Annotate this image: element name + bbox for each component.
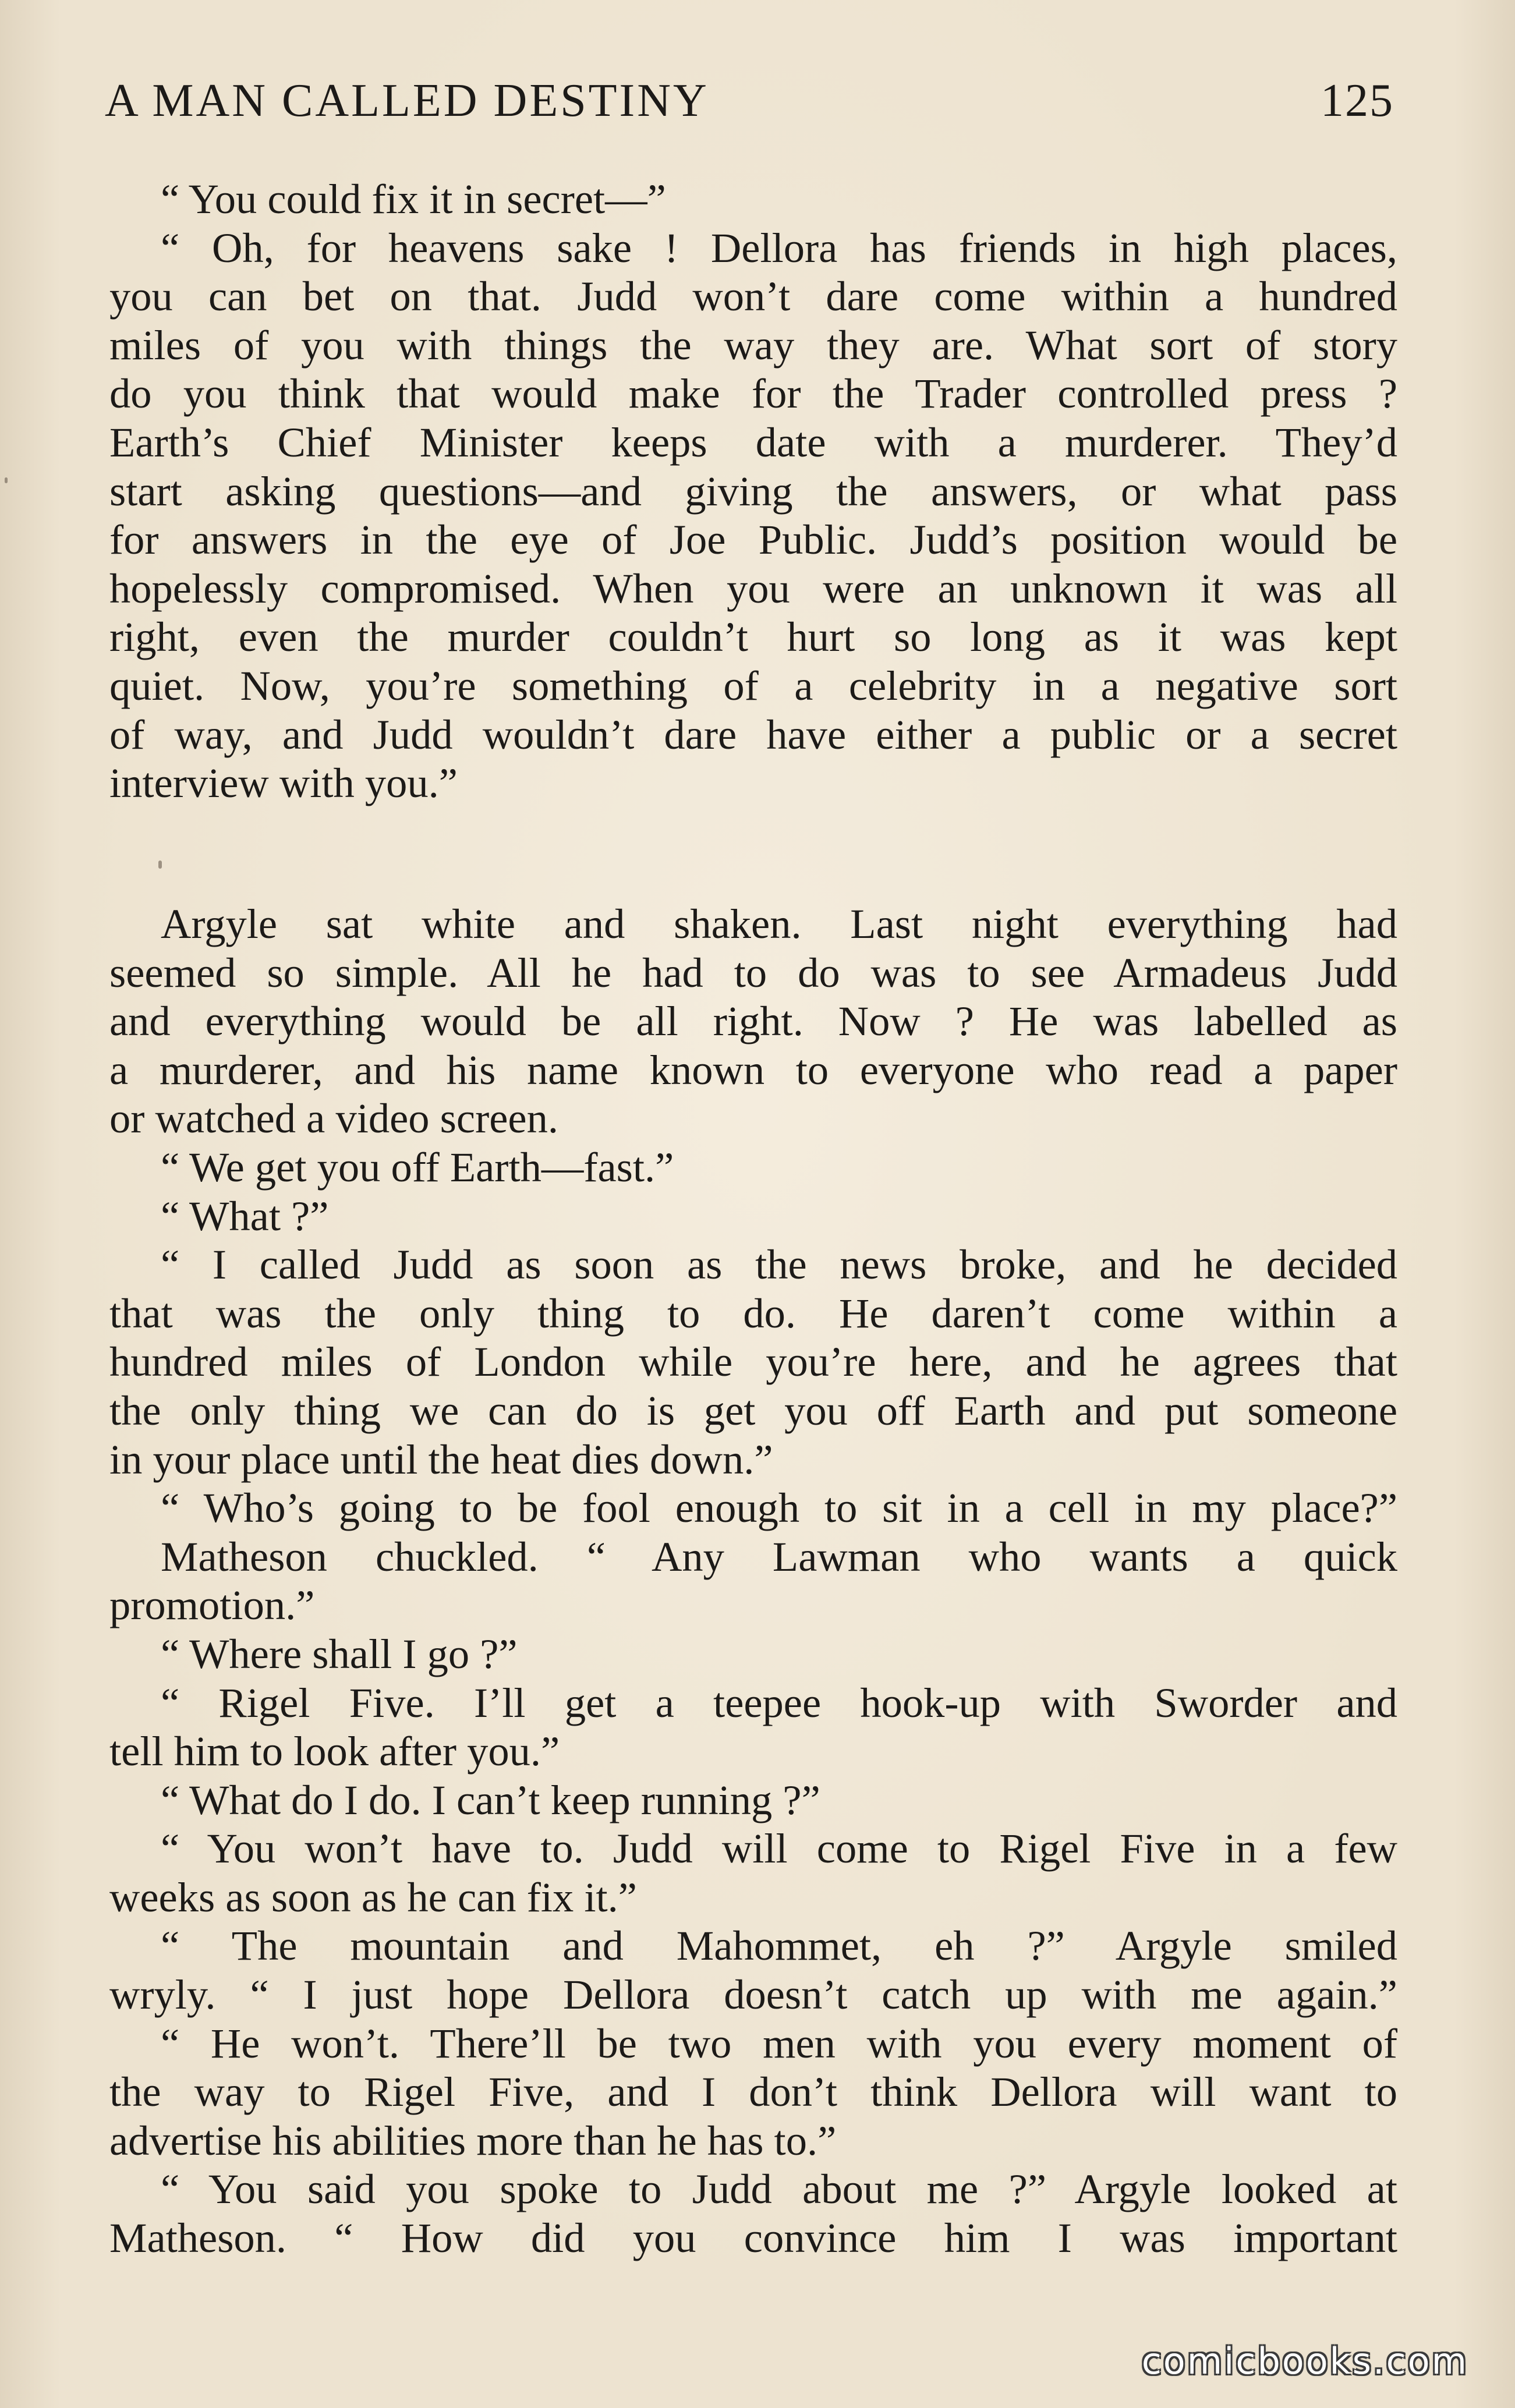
text-line: you can bet on that. Judd won’t dare come within a hundred bbox=[109, 272, 1397, 320]
text-line: “ What do I do. I can’t keep running ?” bbox=[161, 1776, 820, 1823]
text-line: for answers in the eye of Joe Public. Judd’s position would be bbox=[109, 516, 1397, 564]
text-line: hopelessly compromised. When you were an unknown it was all bbox=[109, 564, 1397, 612]
text-line: tell him to look after you.” bbox=[109, 1727, 560, 1775]
text-line: the only thing we can do is get you off Earth and put someone bbox=[109, 1386, 1397, 1434]
text-line: weeks as soon as he can fix it.” bbox=[109, 1873, 637, 1921]
running-title: A MAN CALLED DESTINY bbox=[105, 75, 709, 126]
text-line: “ You could fix it in secret—” bbox=[161, 175, 666, 222]
text-line: “ You won’t have to. Judd will come to Rigel Five in a few bbox=[161, 1825, 1397, 1872]
page-header bbox=[105, 75, 1394, 139]
text-line: Matheson. “ How did you convince him I was important bbox=[109, 2214, 1397, 2262]
text-line: “ What ?” bbox=[161, 1192, 329, 1240]
page-number: 125 bbox=[1321, 75, 1394, 126]
text-line: “ He won’t. There’ll be two men with you every moment of bbox=[161, 2019, 1397, 2067]
text-line: and everything would be all right. Now ? He was labelled as bbox=[109, 997, 1397, 1045]
text-line: start asking questions—and giving the answers, or what pass bbox=[109, 467, 1397, 515]
text-line: Matheson chuckled. “ Any Lawman who wants a quick bbox=[161, 1532, 1397, 1580]
watermark: comicbooks.com bbox=[1141, 2340, 1468, 2382]
text-line: “ We get you off Earth—fast.” bbox=[161, 1143, 674, 1191]
text-line: “ Rigel Five. I’ll get a teepee hook-up with Sworder and bbox=[161, 1678, 1397, 1726]
text-line: the way to Rigel Five, and I don’t think Dellora will want to bbox=[109, 2068, 1397, 2116]
text-line: wryly. “ I just hope Dellora doesn’t catch up with me again.” bbox=[109, 1971, 1397, 2019]
text-line: “ Who’s going to be fool enough to sit in a cell in my place?” bbox=[161, 1484, 1397, 1532]
text-line: of way, and Judd wouldn’t dare have either a public or a secret bbox=[109, 710, 1397, 758]
paper-speck bbox=[5, 477, 8, 483]
text-line: “ Where shall I go ?” bbox=[161, 1630, 518, 1677]
text-line: a murderer, and his name known to everyone who read a paper bbox=[109, 1046, 1397, 1093]
text-line: that was the only thing to do. He daren’t come within a bbox=[109, 1289, 1397, 1337]
text-line: in your place until the heat dies down.” bbox=[109, 1435, 773, 1483]
text-line: hundred miles of London while you’re here, and he agrees that bbox=[109, 1338, 1397, 1386]
text-line: interview with you.” bbox=[109, 759, 458, 807]
text-block-1 bbox=[109, 175, 1397, 808]
text-line: promotion.” bbox=[109, 1581, 315, 1629]
text-line: miles of you with things the way they are. What sort of story bbox=[109, 321, 1397, 369]
text-line: quiet. Now, you’re something of a celebrity in a negative sort bbox=[109, 661, 1397, 709]
text-line: Argyle sat white and shaken. Last night everything had bbox=[161, 900, 1397, 947]
text-line: Earth’s Chief Minister keeps date with a murderer. They’d bbox=[109, 418, 1397, 466]
text-line: “ The mountain and Mahommet, eh ?” Argyle smiled bbox=[161, 1922, 1397, 1970]
text-line: right, even the murder couldn’t hurt so long as it was kept bbox=[109, 613, 1397, 661]
text-line: do you think that would make for the Trader controlled press ? bbox=[109, 370, 1397, 417]
text-line: “ You said you spoke to Judd about me ?” Argyle looked at bbox=[161, 2165, 1397, 2213]
paper-speck bbox=[158, 860, 162, 869]
text-line: “ Oh, for heavens sake ! Dellora has friends in high places, bbox=[161, 224, 1397, 271]
text-line: “ I called Judd as soon as the news broke, and he decided bbox=[161, 1241, 1397, 1288]
text-line: advertise his abilities more than he has to.” bbox=[109, 2116, 837, 2164]
text-block-2 bbox=[109, 900, 1397, 2262]
text-line: or watched a video screen. bbox=[109, 1095, 558, 1142]
text-line: seemed so simple. All he had to do was to see Armadeus Judd bbox=[109, 948, 1397, 996]
